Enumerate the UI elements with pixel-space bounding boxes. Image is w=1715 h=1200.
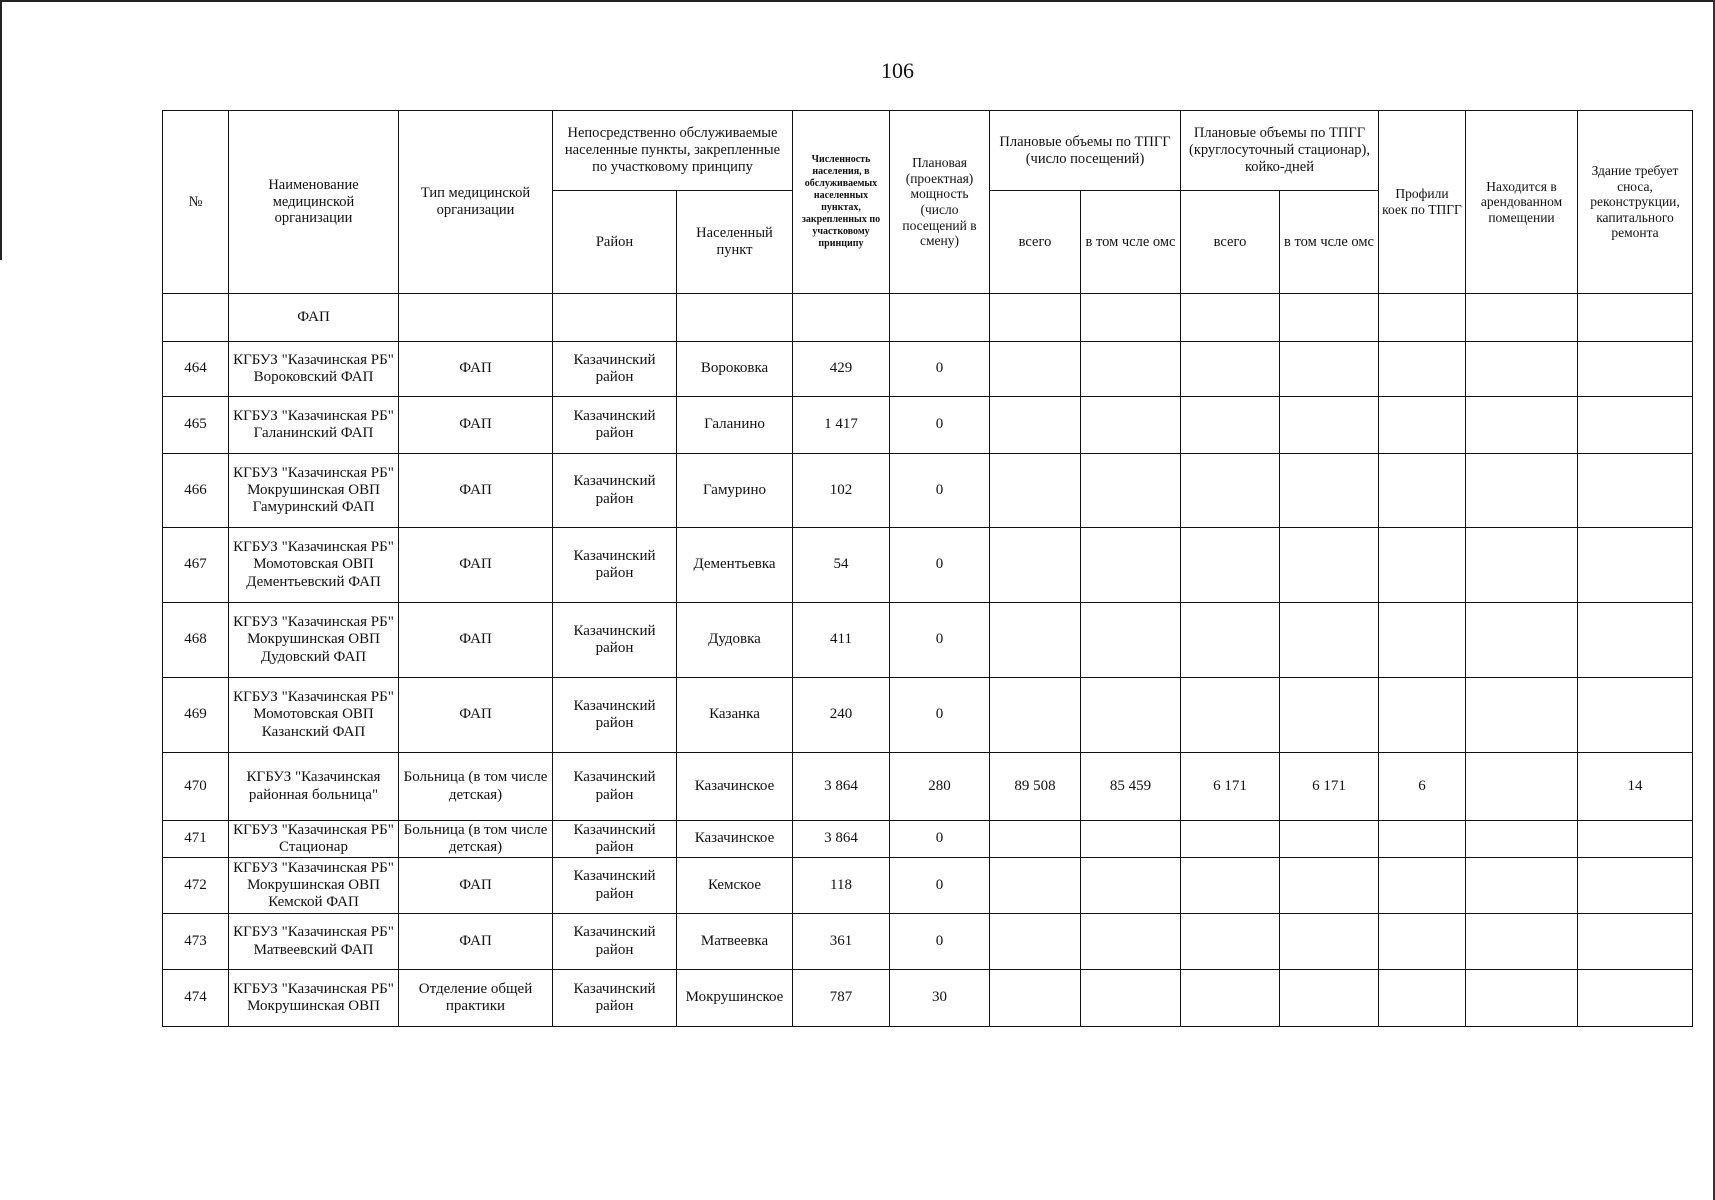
scan-edge-left: [0, 0, 2, 260]
row-no: 470: [163, 753, 229, 821]
row-name: КГБУЗ "Казачинская РБ" Стационар: [229, 821, 399, 858]
row-district: Казачинский район: [553, 528, 677, 603]
row-visits-total: [990, 528, 1081, 603]
row-beds-oms: [1280, 603, 1379, 678]
table-body: [163, 294, 1693, 1027]
row-beds-total: 6 171: [1181, 753, 1280, 821]
row-repair: [1578, 528, 1693, 603]
row-visits-oms: [1081, 528, 1181, 603]
table-row: [163, 753, 1693, 821]
row-type: ФАП: [399, 342, 553, 397]
header-profiles: Профили коек по ТПГГ: [1379, 111, 1466, 294]
row-settlement: Казанка: [677, 678, 793, 753]
row-district: Казачинский район: [553, 342, 677, 397]
row-no: 464: [163, 342, 229, 397]
row-capacity: 0: [890, 397, 990, 454]
row-settlement: Казачинское: [677, 821, 793, 858]
row-rented: [1466, 603, 1578, 678]
row-beds-total: [1181, 678, 1280, 753]
row-visits-total: [990, 603, 1081, 678]
row-visits-oms: [1081, 454, 1181, 528]
row-type: Больница (в том числе детская): [399, 753, 553, 821]
page-number-text: 106: [881, 58, 914, 83]
row-rented: [1466, 753, 1578, 821]
row-rented: [1466, 914, 1578, 970]
header-settlement: Населенный пункт: [677, 191, 793, 294]
row-name: КГБУЗ "Казачинская РБ" Мокрушинская ОВП Дудовский ФАП: [229, 603, 399, 678]
table-row: [163, 858, 1693, 914]
row-visits-total: [990, 914, 1081, 970]
row-rented: [1466, 528, 1578, 603]
row-beds-total: [1181, 603, 1280, 678]
row-settlement: Мокрушинское: [677, 970, 793, 1027]
scan-edge-top: [0, 0, 1715, 2]
row-rented: [1466, 821, 1578, 858]
row-profiles: 6: [1379, 753, 1466, 821]
row-profiles: [1379, 678, 1466, 753]
row-repair: [1578, 342, 1693, 397]
row-no: 472: [163, 858, 229, 914]
row-visits-oms: [1081, 858, 1181, 914]
row-name: КГБУЗ "Казачинская РБ" Мокрушинская ОВП: [229, 970, 399, 1027]
header-type: Тип медицинской организации: [399, 111, 553, 294]
row-district: Казачинский район: [553, 753, 677, 821]
page-number: [0, 58, 1715, 84]
row-capacity: 30: [890, 970, 990, 1027]
row-no: 465: [163, 397, 229, 454]
row-capacity: 0: [890, 603, 990, 678]
row-beds-total: [1181, 454, 1280, 528]
row-profiles: [1379, 397, 1466, 454]
row-capacity: 0: [890, 914, 990, 970]
header-name: Наименование медицинской организации: [229, 111, 399, 294]
row-settlement: Гамурино: [677, 454, 793, 528]
empty-cell: [1379, 294, 1466, 342]
row-name: КГБУЗ "Казачинская РБ" Момотовская ОВП Дементьевский ФАП: [229, 528, 399, 603]
row-profiles: [1379, 914, 1466, 970]
row-population: 3 864: [793, 821, 890, 858]
row-visits-oms: [1081, 603, 1181, 678]
row-beds-oms: [1280, 970, 1379, 1027]
row-rented: [1466, 397, 1578, 454]
table-row: [163, 970, 1693, 1027]
row-district: Казачинский район: [553, 454, 677, 528]
header-capacity: Плановая (проектная) мощность (число посещений в смену): [890, 111, 990, 294]
empty-cell: [399, 294, 553, 342]
row-profiles: [1379, 603, 1466, 678]
row-beds-oms: [1280, 821, 1379, 858]
row-population: 1 417: [793, 397, 890, 454]
header-beds-oms: в том чсле омс: [1280, 191, 1379, 294]
header-visits-oms: в том чсле омс: [1081, 191, 1181, 294]
table-row: [163, 528, 1693, 603]
row-type: ФАП: [399, 528, 553, 603]
row-no: 466: [163, 454, 229, 528]
row-district: Казачинский район: [553, 970, 677, 1027]
row-capacity: 0: [890, 821, 990, 858]
row-district: Казачинский район: [553, 858, 677, 914]
row-repair: [1578, 603, 1693, 678]
row-settlement: Матвеевка: [677, 914, 793, 970]
row-rented: [1466, 342, 1578, 397]
row-profiles: [1379, 821, 1466, 858]
row-beds-total: [1181, 914, 1280, 970]
empty-cell: [890, 294, 990, 342]
empty-cell: [1181, 294, 1280, 342]
row-repair: [1578, 858, 1693, 914]
row-type: ФАП: [399, 678, 553, 753]
table-row: [163, 397, 1693, 454]
row-rented: [1466, 454, 1578, 528]
row-beds-total: [1181, 397, 1280, 454]
row-settlement: Вороковка: [677, 342, 793, 397]
header-visits-group: Плановые объемы по ТПГГ (число посещений): [990, 111, 1181, 191]
row-visits-total: [990, 970, 1081, 1027]
row-rented: [1466, 858, 1578, 914]
medical-organizations-table: [162, 110, 1693, 1027]
row-beds-oms: [1280, 454, 1379, 528]
row-no: 467: [163, 528, 229, 603]
row-type: Больница (в том числе детская): [399, 821, 553, 858]
row-repair: [1578, 821, 1693, 858]
row-name: КГБУЗ "Казачинская РБ" Галанинский ФАП: [229, 397, 399, 454]
header-beds-total: всего: [1181, 191, 1280, 294]
row-type: ФАП: [399, 397, 553, 454]
table-row: [163, 454, 1693, 528]
header-no: №: [163, 111, 229, 294]
empty-cell: [1578, 294, 1693, 342]
row-visits-total: [990, 397, 1081, 454]
row-capacity: 0: [890, 678, 990, 753]
row-population: 3 864: [793, 753, 890, 821]
row-settlement: Дементьевка: [677, 528, 793, 603]
continuation-row: [163, 294, 1693, 342]
empty-cell: [1466, 294, 1578, 342]
row-profiles: [1379, 342, 1466, 397]
continuation-no: [163, 294, 229, 342]
row-beds-total: [1181, 970, 1280, 1027]
row-beds-oms: [1280, 528, 1379, 603]
empty-cell: [1280, 294, 1379, 342]
row-visits-total: [990, 454, 1081, 528]
row-visits-total: [990, 821, 1081, 858]
row-repair: [1578, 397, 1693, 454]
empty-cell: [1081, 294, 1181, 342]
row-visits-oms: [1081, 970, 1181, 1027]
empty-cell: [793, 294, 890, 342]
row-no: 473: [163, 914, 229, 970]
row-rented: [1466, 970, 1578, 1027]
row-no: 474: [163, 970, 229, 1027]
row-visits-total: [990, 342, 1081, 397]
row-visits-oms: [1081, 821, 1181, 858]
row-capacity: 0: [890, 858, 990, 914]
row-beds-oms: 6 171: [1280, 753, 1379, 821]
row-population: 361: [793, 914, 890, 970]
header-beds-group: Плановые объемы по ТПГГ (круглосуточный стационар), койко-дней: [1181, 111, 1379, 191]
row-visits-total: [990, 858, 1081, 914]
row-beds-oms: [1280, 858, 1379, 914]
row-repair: [1578, 678, 1693, 753]
row-name: КГБУЗ "Казачинская РБ" Матвеевский ФАП: [229, 914, 399, 970]
row-population: 102: [793, 454, 890, 528]
header-district: Район: [553, 191, 677, 294]
row-population: 787: [793, 970, 890, 1027]
row-profiles: [1379, 858, 1466, 914]
row-settlement: Галанино: [677, 397, 793, 454]
table-row: [163, 342, 1693, 397]
row-settlement: Кемское: [677, 858, 793, 914]
row-capacity: 280: [890, 753, 990, 821]
row-type: ФАП: [399, 603, 553, 678]
row-population: 118: [793, 858, 890, 914]
row-visits-oms: [1081, 914, 1181, 970]
row-population: 429: [793, 342, 890, 397]
row-beds-total: [1181, 342, 1280, 397]
row-district: Казачинский район: [553, 397, 677, 454]
row-district: Казачинский район: [553, 914, 677, 970]
row-type: Отделение общей практики: [399, 970, 553, 1027]
row-beds-total: [1181, 528, 1280, 603]
row-name: КГБУЗ "Казачинская районная больница": [229, 753, 399, 821]
row-name: КГБУЗ "Казачинская РБ" Момотовская ОВП Казанский ФАП: [229, 678, 399, 753]
row-visits-total: 89 508: [990, 753, 1081, 821]
row-beds-oms: [1280, 678, 1379, 753]
row-visits-oms: [1081, 397, 1181, 454]
row-district: Казачинский район: [553, 603, 677, 678]
empty-cell: [553, 294, 677, 342]
header-served-group: Непосредственно обслуживаемые населенные пункты, закрепленные по участковому принципу: [553, 111, 793, 191]
row-beds-total: [1181, 821, 1280, 858]
row-population: 54: [793, 528, 890, 603]
table-row: [163, 914, 1693, 970]
row-no: 471: [163, 821, 229, 858]
row-name: КГБУЗ "Казачинская РБ" Мокрушинская ОВП Гамуринский ФАП: [229, 454, 399, 528]
empty-cell: [990, 294, 1081, 342]
row-profiles: [1379, 454, 1466, 528]
row-type: ФАП: [399, 914, 553, 970]
row-repair: [1578, 454, 1693, 528]
row-beds-total: [1181, 858, 1280, 914]
row-name: КГБУЗ "Казачинская РБ" Мокрушинская ОВП Кемской ФАП: [229, 858, 399, 914]
row-settlement: Казачинское: [677, 753, 793, 821]
row-capacity: 0: [890, 528, 990, 603]
empty-cell: [677, 294, 793, 342]
row-district: Казачинский район: [553, 821, 677, 858]
row-no: 469: [163, 678, 229, 753]
header-population: Численность населения, в обслуживаемых населенных пунктах, закрепленных по участковому принципу: [793, 111, 890, 294]
row-population: 411: [793, 603, 890, 678]
header-visits-total: всего: [990, 191, 1081, 294]
header-repair: Здание требует сноса, реконструкции, капитального ремонта: [1578, 111, 1693, 294]
row-repair: [1578, 970, 1693, 1027]
row-visits-oms: 85 459: [1081, 753, 1181, 821]
row-district: Казачинский район: [553, 678, 677, 753]
row-no: 468: [163, 603, 229, 678]
row-visits-total: [990, 678, 1081, 753]
row-profiles: [1379, 528, 1466, 603]
row-visits-oms: [1081, 342, 1181, 397]
row-population: 240: [793, 678, 890, 753]
row-beds-oms: [1280, 342, 1379, 397]
row-beds-oms: [1280, 914, 1379, 970]
row-settlement: Дудовка: [677, 603, 793, 678]
row-profiles: [1379, 970, 1466, 1027]
row-repair: 14: [1578, 753, 1693, 821]
row-type: ФАП: [399, 454, 553, 528]
table-row: [163, 821, 1693, 858]
row-repair: [1578, 914, 1693, 970]
row-type: ФАП: [399, 858, 553, 914]
table-row: [163, 678, 1693, 753]
row-rented: [1466, 678, 1578, 753]
table-row: [163, 603, 1693, 678]
row-beds-oms: [1280, 397, 1379, 454]
header-rented: Находится в арендованном помещении: [1466, 111, 1578, 294]
row-visits-oms: [1081, 678, 1181, 753]
row-capacity: 0: [890, 342, 990, 397]
row-name: КГБУЗ "Казачинская РБ" Вороковский ФАП: [229, 342, 399, 397]
continuation-name: ФАП: [229, 294, 399, 342]
row-capacity: 0: [890, 454, 990, 528]
